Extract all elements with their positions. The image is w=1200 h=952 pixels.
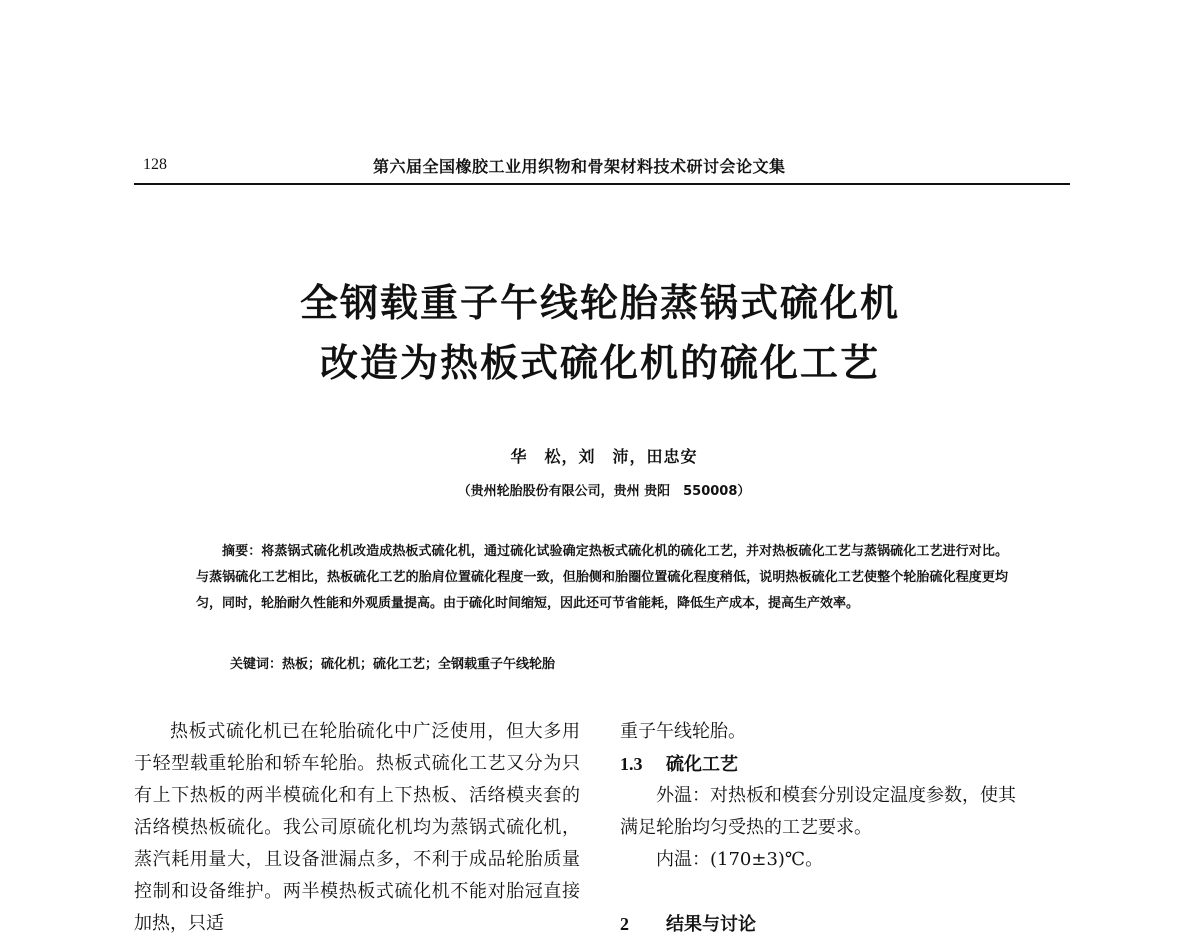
continuation-text: 重子午线轮胎。 — [620, 721, 746, 742]
body-right-column — [620, 716, 1070, 940]
section-heading-2 — [620, 908, 1070, 940]
running-header: 第六届全国橡胶工业用织物和骨架材料技术研讨会论文集 — [373, 157, 786, 176]
paper-title-line-1: 全钢载重子午线轮胎蒸锅式硫化机 — [299, 281, 900, 325]
keywords: 关键词：热板；硫化机；硫化工艺；全钢载重子午线轮胎 — [230, 657, 556, 672]
section-number: 1.3 — [620, 754, 643, 774]
header-rule — [134, 183, 1070, 185]
section-title: 结果与讨论 — [666, 914, 756, 935]
authors: 华 松，刘 沛，田忠安 — [510, 447, 698, 466]
section-heading-1-3 — [620, 748, 1070, 780]
page-number: 128 — [143, 156, 167, 173]
paper-title-line-2: 改造为热板式硫化机的硫化工艺 — [319, 341, 880, 385]
body-left-column — [134, 716, 580, 940]
intro-paragraph: 热板式硫化机已在轮胎硫化中广泛使用，但大多用于轻型载重轮胎和轿车轮胎。热板式硫化工艺又分为只有上下热板的两半模硫化和有上下热板、活络模夹套的活络模热板硫化。我公司原硫化机均为蒸锅式硫化机，蒸汽耗用量大，且设备泄漏点多，不利于成品轮胎质量控制和设备维护。两半模热板式硫化机不能对胎冠直接加热，只适 — [134, 721, 580, 934]
abstract — [196, 539, 1008, 617]
section-title: 硫化工艺 — [666, 754, 738, 775]
section-number: 2 — [620, 914, 629, 934]
inner-temp-line: 内温：(170±3)℃。 — [656, 849, 824, 870]
abstract-text: 摘要：将蒸锅式硫化机改造成热板式硫化机，通过硫化试验确定热板式硫化机的硫化工艺，并对热板硫化工艺与蒸锅硫化工艺进行对比。与蒸锅硫化工艺相比，热板硫化工艺的胎肩位置硫化程度一致，但胎侧和胎圈位置硫化程度稍低，说明热板硫化工艺使整个轮胎硫化程度更均匀，同时，轮胎耐久性能和外观质量提高。由于硫化时间缩短，因此还可节省能耗，降低生产成本，提高生产效率。 — [196, 544, 1008, 611]
outer-temp-line-1: 外温：对热板和模套分别设定温度参数，使其 — [656, 785, 1016, 806]
affiliation: （贵州轮胎股份有限公司，贵州 贵阳 550008） — [457, 484, 751, 499]
blank-line — [620, 876, 1070, 908]
outer-temp-line-2: 满足轮胎均匀受热的工艺要求。 — [620, 817, 872, 838]
